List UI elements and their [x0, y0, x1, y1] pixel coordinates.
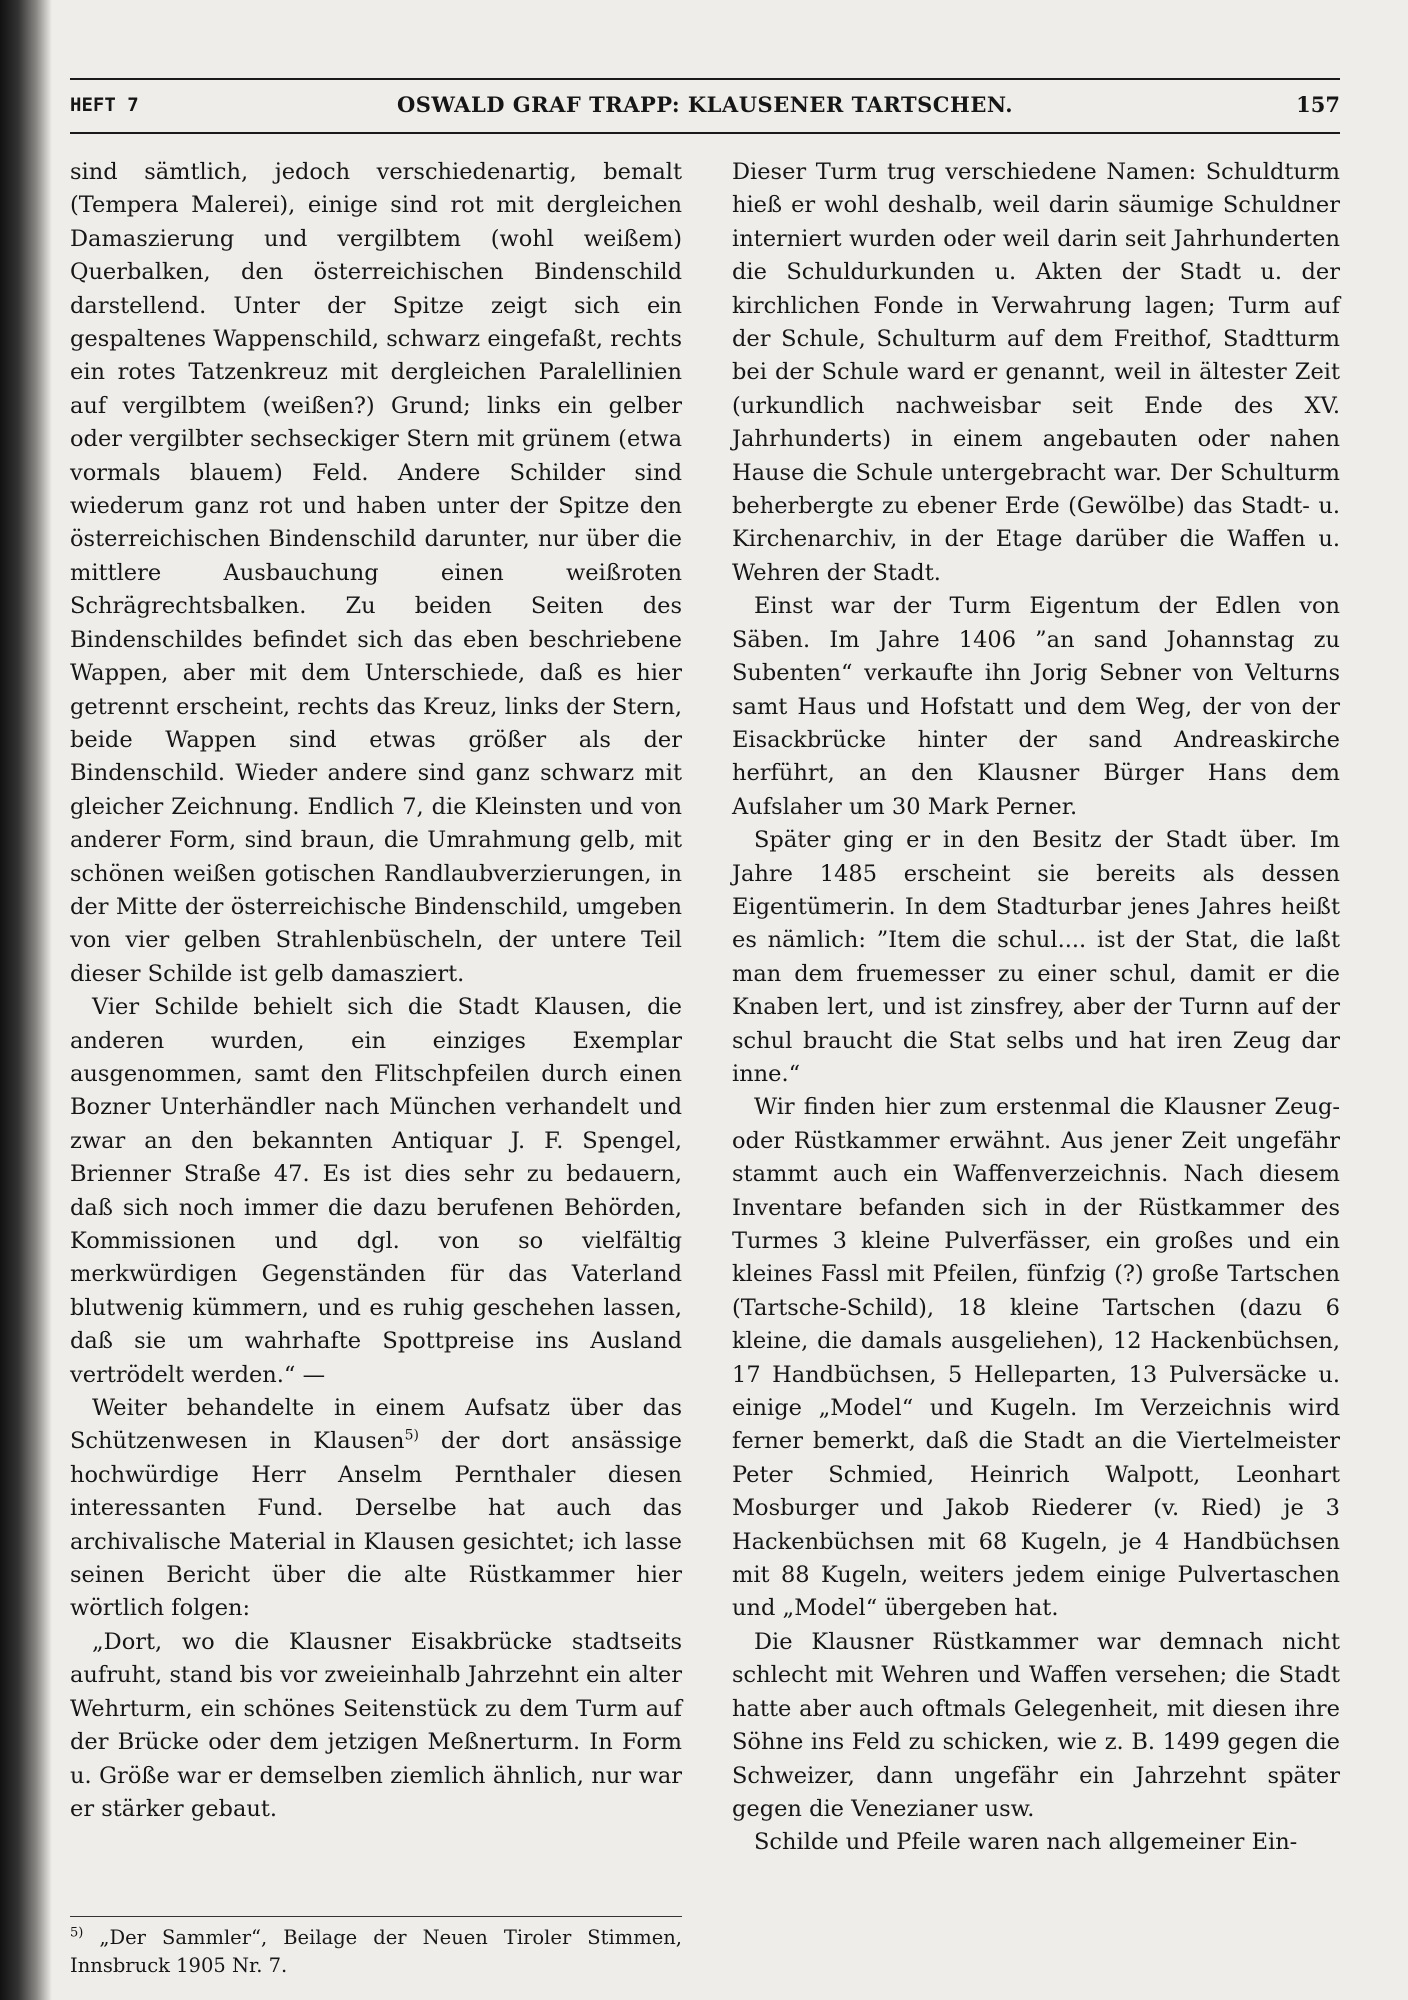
running-title: OSWALD GRAF TRAPP: KLAUSENER TARTSCHEN.: [396, 92, 1014, 117]
document-page: [70, 78, 1340, 1978]
paragraph: Wir finden hier zum erstenmal die Klausner Zeug- oder Rüstkammer erwähnt. Aus jener Zeit ungefähr stammt auch ein Waffenverzeichnis. Nach diesem Inventare befanden sich in der Rüstkammer des Turmes 3 kleine Pulverfässer, ein großes und ein kleines Fassl mit Pfeilen, fünfzig (?) große Tartschen (Tartsche-Schild), 18 kleine Tartschen (dazu 6 kleine, die damals ausgeliehen), 12 Hackenbüchsen, 17 Handbüchsen, 5 Helleparten, 13 Pulversäcke u. einige „Model“ und Kugeln. Im Verzeichnis wird ferner bemerkt, daß die Stadt an die Viertelmeister Peter Schmied, Heinrich Walpott, Leonhart Mosburger und Jakob Riederer (v. Ried) je 3 Hackenbüchsen mit 68 Kugeln, je 4 Handbüchsen mit 88 Kugeln, weiters jedem einige Pulvertaschen und „Model“ übergeben hat.: [732, 1094, 1340, 1622]
paragraph: Schilde und Pfeile waren nach allgemeiner Ein-: [754, 1829, 1298, 1856]
paragraph: Vier Schilde behielt sich die Stadt Klausen, die anderen wurden, ein einziges Exemplar ausgenommen, samt den Flitschpfeilen durch einen Bozner Unterhändler nach München verhandelt und zwar an den bekannten Antiquar J. F. Spengel, Brienner Straße 47. Es ist dies sehr zu bedauern, daß sich noch immer die dazu berufenen Behörden, Kommissionen und dgl. von so vielfältig merkwürdigen Gegenständen für das Vaterland blutwenig kümmern, und es ruhig geschehen lassen, daß sie um wahrhafte Spottpreise ins Ausland vertrödelt werden.“ —: [70, 994, 682, 1388]
paragraph-text: der dort ansässige hochwürdige Herr Anselm Pernthaler diesen interessanten Fund. Derselbe hat auch das archivalische Material in Klausen gesichtet; ich lasse seinen Bericht über die alte Rüstkammer hier wörtlich folgen:: [70, 1428, 682, 1622]
binding-shadow: [0, 0, 52, 2000]
footnote-marker: 5): [70, 1925, 84, 1941]
paragraph: sind sämtlich, jedoch verschiedenartig, bemalt (Tempera Malerei), einige sind rot mit dergleichen Damaszierung und vergilbtem (wohl weißem) Querbalken, den österreichischen Bindenschild darstellend. Unter der Spitze zeigt sich ein gespaltenes Wappenschild, schwarz eingefaßt, rechts ein rotes Tatzenkreuz mit dergleichen Paralellinien auf vergilbtem (weißen?) Grund; links ein gelber oder vergilbter sechseckiger Stern mit grünem (etwa vormals blauem) Feld. Andere Schilder sind wiederum ganz rot und haben unter der Spitze den österreichischen Bindenschild darunter, nur über die mittlere Ausbauchung einen weißroten Schrägrechtsbalken. Zu beiden Seiten des Bindenschildes befindet sich das eben beschriebene Wappen, aber mit dem Unterschiede, daß es hier getrennt erscheint, rechts das Kreuz, links der Stern, beide Wappen sind etwas größer als der Bindenschild. Wieder andere sind ganz schwarz mit gleicher Zeichnung. Endlich 7, die Kleinsten und von anderer Form, sind braun, die Umrahmung gelb, mit schönen weißen gotischen Randlaubverzierungen, in der Mitte der österreichische Bindenschild, umgeben von vier gelben Strahlenbüscheln, der untere Teil dieser Schilde ist gelb damasziert.: [70, 159, 682, 987]
right-column: [732, 156, 1340, 1860]
footnote-reference[interactable]: 5): [404, 1427, 419, 1444]
paragraph: Einst war der Turm Eigentum der Edlen von Säben. Im Jahre 1406 ”an sand Johannstag zu Subenten“ verkaufte ihn Jorig Sebner von Velturns samt Haus und Hofstatt und dem Weg, der von der Eisackbrücke hinter der sand Andreaskirche herführt, an den Klausner Bürger Hans dem Aufslaher um 30 Mark Perner.: [732, 593, 1340, 820]
footnote: [70, 1924, 682, 1980]
footnote-text: „Der Sammler“, Beilage der Neuen Tiroler Stimmen, Innsbruck 1905 Nr. 7.: [70, 1926, 682, 1977]
paragraph: [70, 1392, 682, 1626]
page-header: [70, 78, 1340, 134]
paragraph: Später ging er in den Besitz der Stadt über. Im Jahre 1485 erscheint sie bereits als dessen Eigentümerin. In dem Stadturbar jenes Jahres heißt es nämlich: ”Item die schul.... ist der Stat, die laßt man dem fruemesser zu einer schul, damit er die Knaben lert, und ist zinsfrey, aber der Turnn auf der schul braucht die Stat selbs und hat iren Zeug dar inne.“: [732, 827, 1340, 1087]
page-number: 157: [1296, 92, 1340, 117]
paragraph: Dieser Turm trug verschiedene Namen: Schuldturm hieß er wohl deshalb, weil darin säumige Schuldner interniert wurden oder weil darin seit Jahrhunderten die Schuldurkunden u. Akten der Stadt u. der kirchlichen Fonde in Verwahrung lagen; Turm auf der Schule, Schulturm auf dem Freithof, Stadtturm bei der Schule ward er genannt, weil in ältester Zeit (urkundlich nachweisbar seit Ende des XV. Jahrhunderts) in einem angebauten oder nahen Hause die Schule untergebracht war. Der Schulturm beherbergte zu ebener Erde (Gewölbe) das Stadt- u. Kirchenarchiv, in der Etage darüber die Waffen u. Wehren der Stadt.: [732, 159, 1340, 586]
paragraph: „Dort, wo die Klausner Eisakbrücke stadtseits aufruht, stand bis vor zweieinhalb Jahrzehnt ein alter Wehrturm, ein schönes Seitenstück zu dem Turm auf der Brücke oder dem jetzigen Meßnerturm. In Form u. Größe war er demselben ziemlich ähnlich, nur war er stärker gebaut.: [70, 1628, 682, 1822]
paragraph: Die Klausner Rüstkammer war demnach nicht schlecht mit Wehren und Waffen versehen; die Stadt hatte aber auch oftmals Gelegenheit, mit diesen ihre Söhne ins Feld zu schicken, wie z. B. 1499 gegen die Schweizer, dann ungefähr ein Jahrzehnt später gegen die Venezianer usw.: [732, 1628, 1340, 1822]
left-column: [70, 156, 682, 1826]
paragraph-text: Weiter behandelte in einem Aufsatz über das Schützenwesen in Klausen: [70, 1395, 682, 1455]
footnote-divider: [70, 1916, 682, 1917]
issue-label: HEFT 7: [70, 94, 139, 116]
